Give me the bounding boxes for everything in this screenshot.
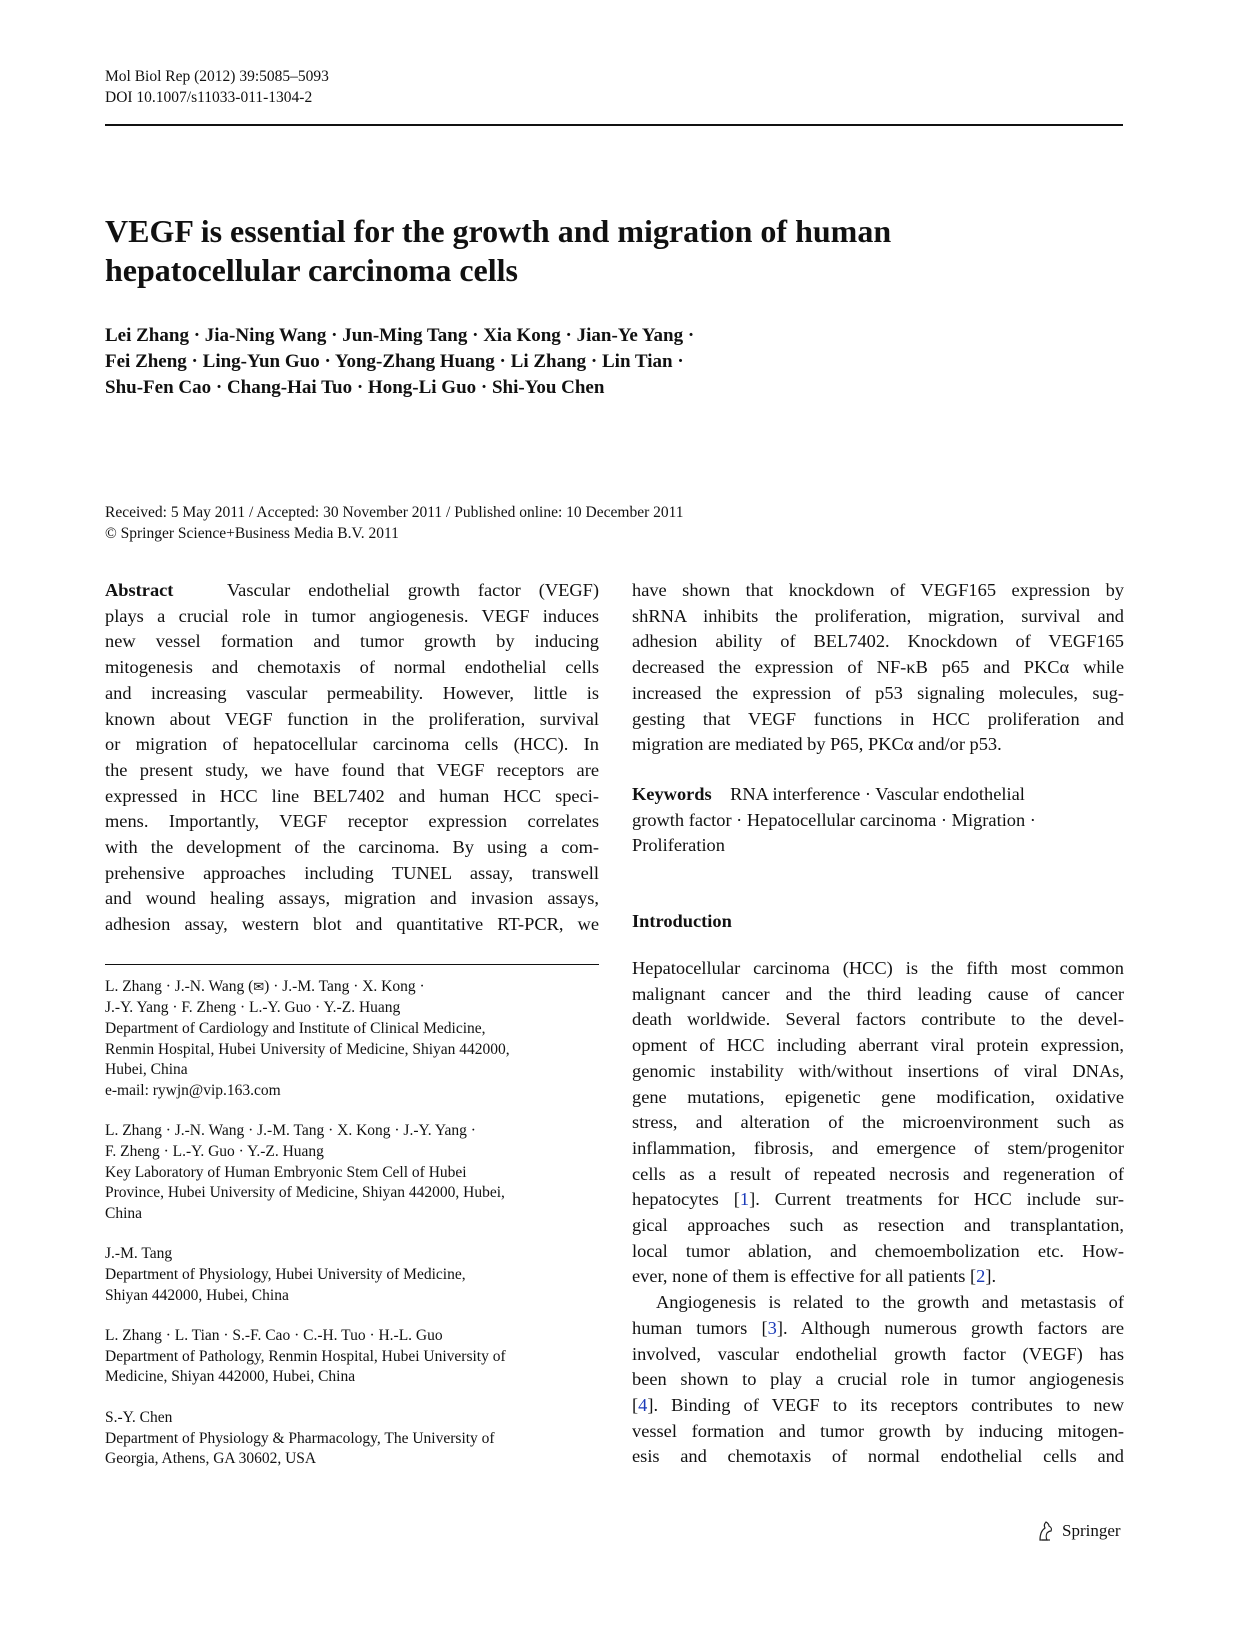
abstract-line: have shown that knockdown of VEGF165 expression by bbox=[632, 580, 1124, 600]
affiliation-line: F. Zheng · L.-Y. Guo · Y.-Z. Huang bbox=[105, 1143, 324, 1160]
citation-link[interactable]: 2 bbox=[976, 1266, 986, 1287]
intro-line: cells as a result of repeated necrosis and regeneration of bbox=[632, 1163, 1124, 1184]
keywords-text: RNA interference · Vascular endothelial bbox=[730, 783, 1025, 804]
article-title bbox=[105, 212, 1105, 290]
abstract-continued bbox=[632, 578, 1124, 758]
affiliation-line: Department of Physiology, Hubei University of Medicine, bbox=[105, 1265, 466, 1283]
header-rule bbox=[105, 124, 1123, 126]
intro-line: malignant cancer and the third leading cause of cancer bbox=[632, 983, 1124, 1004]
intro-line: been shown to play a crucial role in tumor angiogenesis bbox=[632, 1369, 1124, 1390]
abstract-line bbox=[105, 578, 599, 604]
intro-text: human tumors [ bbox=[632, 1317, 768, 1338]
keywords-line: growth factor · Hepatocellular carcinoma · Migration · bbox=[632, 809, 1036, 830]
abstract-line: shRNA inhibits the proliferation, migration, survival and bbox=[632, 605, 1124, 626]
abstract-line: expressed in HCC line BEL7402 and human HCC speci- bbox=[105, 785, 599, 806]
abstract-line: new vessel formation and tumor growth by inducing bbox=[105, 631, 599, 652]
intro-line: opment of HCC including aberrant viral protein expression, bbox=[632, 1035, 1124, 1056]
affiliation-block bbox=[105, 1408, 599, 1470]
affiliation-block bbox=[105, 1244, 599, 1306]
affiliation-line: J.-M. Tang bbox=[105, 1245, 173, 1263]
affiliation-authors bbox=[105, 977, 599, 999]
affiliation-text: ) · J.-M. Tang · X. Kong · bbox=[264, 977, 425, 995]
intro-line: vessel formation and tumor growth by inducing mitogen- bbox=[632, 1420, 1124, 1441]
affiliation-line: J.-Y. Yang · F. Zheng · L.-Y. Guo · Y.-Z. Huang bbox=[105, 999, 401, 1017]
intro-line: death worldwide. Several factors contribute to the devel- bbox=[632, 1009, 1124, 1030]
abstract-line: gesting that VEGF functions in HCC proliferation and bbox=[632, 708, 1124, 729]
journal-header bbox=[105, 66, 329, 108]
abstract-label: Abstract bbox=[105, 580, 174, 600]
author-line: Lei Zhang · Jia-Ning Wang · Jun-Ming Tang · Xia Kong · Jian-Ye Yang · bbox=[105, 325, 695, 346]
doi: DOI 10.1007/s11033-011-1304-2 bbox=[105, 89, 313, 106]
intro-line: gene mutations, epigenetic gene modification, oxidative bbox=[632, 1086, 1124, 1107]
dates-line: Received: 5 May 2011 / Accepted: 30 November 2011 / Published online: 10 December 2011 bbox=[105, 504, 684, 521]
affiliation-line: Medicine, Shiyan 442000, Hubei, China bbox=[105, 1368, 356, 1386]
abstract-line: mitogenesis and chemotaxis of normal endothelial cells bbox=[105, 657, 599, 678]
abstract bbox=[105, 578, 599, 938]
publisher-logo bbox=[1036, 1520, 1121, 1542]
copyright-line: © Springer Science+Business Media B.V. 2011 bbox=[105, 525, 399, 542]
abstract-line: plays a crucial role in tumor angiogenesis. VEGF induces bbox=[105, 605, 599, 626]
abstract-line: increased the expression of p53 signaling molecules, sug- bbox=[632, 682, 1124, 703]
citation-link[interactable]: 1 bbox=[739, 1189, 750, 1210]
affiliation-line: L. Zhang · J.-N. Wang · J.-M. Tang · X. Kong · J.-Y. Yang · bbox=[105, 1122, 476, 1140]
affiliation-line: China bbox=[105, 1204, 143, 1222]
abstract-line: and wound healing assays, migration and invasion assays, bbox=[105, 888, 599, 909]
abstract-line: adhesion ability of BEL7402. Knockdown of VEGF165 bbox=[632, 631, 1124, 652]
citation-link[interactable]: 4 bbox=[638, 1394, 648, 1415]
abstract-line: mens. Importantly, VEGF receptor expression correlates bbox=[105, 811, 599, 832]
intro-text: [ bbox=[632, 1394, 639, 1415]
affiliation-line: Renmin Hospital, Hubei University of Medicine, Shiyan 442000, bbox=[105, 1040, 510, 1058]
author-line: Shu-Fen Cao · Chang-Hai Tuo · Hong-Li Guo · Shi-You Chen bbox=[105, 377, 605, 398]
intro-line: esis and chemotaxis of normal endothelial cells and bbox=[632, 1446, 1124, 1467]
intro-line: Hepatocellular carcinoma (HCC) is the fifth most common bbox=[632, 958, 1124, 979]
affiliation-block bbox=[105, 1121, 599, 1224]
abstract-line: known about VEGF function in the proliferation, survival bbox=[105, 708, 599, 729]
envelope-icon[interactable]: ✉ bbox=[253, 979, 265, 995]
intro-line bbox=[632, 1264, 1124, 1290]
springer-horse-icon bbox=[1036, 1520, 1056, 1542]
affiliation-text: L. Zhang · J.-N. Wang ( bbox=[105, 977, 254, 995]
intro-line bbox=[632, 1316, 1124, 1342]
abstract-line: decreased the expression of NF-κB p65 and PKCα while bbox=[632, 657, 1124, 678]
affiliation-line: Department of Cardiology and Institute of Clinical Medicine, bbox=[105, 1020, 486, 1038]
journal-citation: Mol Biol Rep (2012) 39:5085–5093 bbox=[105, 68, 329, 85]
intro-line: involved, vascular endothelial growth factor (VEGF) has bbox=[632, 1343, 1124, 1364]
intro-line bbox=[632, 1187, 1124, 1213]
left-column bbox=[105, 578, 599, 1490]
affiliation-line: Department of Pathology, Renmin Hospital, Hubei University of bbox=[105, 1347, 506, 1365]
keywords-line bbox=[632, 782, 1124, 808]
affiliation-line: Key Laboratory of Human Embryonic Stem Cell of Hubei bbox=[105, 1163, 467, 1181]
intro-text: ]. Although numerous growth factors are bbox=[776, 1317, 1124, 1338]
affiliation-rule bbox=[105, 964, 599, 965]
affiliations bbox=[105, 977, 599, 1470]
introduction-heading: Introduction bbox=[632, 911, 732, 932]
abstract-first-line: Vascular endothelial growth factor (VEGF) bbox=[226, 580, 599, 600]
author-list bbox=[105, 323, 1005, 401]
affiliation-line: Hubei, China bbox=[105, 1061, 188, 1079]
intro-line: genomic instability with/without insertions of viral DNAs, bbox=[632, 1060, 1124, 1081]
keywords-line: Proliferation bbox=[632, 835, 725, 856]
abstract-line: with the development of the carcinoma. By using a com- bbox=[105, 837, 599, 858]
introduction-paragraph bbox=[632, 956, 1124, 1290]
intro-line: gical approaches such as resection and transplantation, bbox=[632, 1215, 1124, 1236]
affiliation-line: S.-Y. Chen bbox=[105, 1408, 173, 1426]
abstract-line: adhesion assay, western blot and quantitative RT-PCR, we bbox=[105, 914, 599, 935]
affiliation-line: Georgia, Athens, GA 30602, USA bbox=[105, 1450, 317, 1468]
title-line: hepatocellular carcinoma cells bbox=[105, 252, 518, 288]
citation-link[interactable]: 3 bbox=[767, 1317, 777, 1338]
intro-text: ever, none of them is effective for all patients [ bbox=[632, 1266, 977, 1287]
email-link[interactable]: e-mail: rywjn@vip.163.com bbox=[105, 1081, 281, 1099]
intro-line bbox=[632, 1290, 1124, 1316]
intro-line bbox=[632, 1393, 1124, 1419]
intro-text: ]. Binding of VEGF to its receptors contributes to new bbox=[647, 1394, 1124, 1415]
intro-text: Angiogenesis is related to the growth and metastasis of bbox=[656, 1292, 1124, 1313]
intro-text: hepatocytes [ bbox=[632, 1189, 740, 1210]
introduction-paragraph bbox=[632, 1290, 1124, 1470]
title-line: VEGF is essential for the growth and migration of human bbox=[105, 213, 892, 249]
intro-text: ]. bbox=[985, 1266, 997, 1287]
abstract-line: or migration of hepatocellular carcinoma cells (HCC). In bbox=[105, 734, 599, 755]
affiliation-line: L. Zhang · L. Tian · S.-F. Cao · C.-H. Tuo · H.-L. Guo bbox=[105, 1327, 443, 1345]
abstract-line: the present study, we have found that VEGF receptors are bbox=[105, 759, 599, 780]
right-column bbox=[632, 578, 1124, 1470]
publication-dates bbox=[105, 502, 684, 544]
abstract-line: prehensive approaches including TUNEL assay, transwell bbox=[105, 862, 599, 883]
affiliation-line: Shiyan 442000, Hubei, China bbox=[105, 1286, 289, 1304]
intro-line: inflammation, fibrosis, and emergence of stem/progenitor bbox=[632, 1137, 1124, 1158]
keywords-label: Keywords bbox=[632, 783, 712, 804]
intro-text: ]. Current treatments for HCC include sur- bbox=[749, 1189, 1124, 1210]
affiliation-block bbox=[105, 977, 599, 1102]
publisher-name: Springer bbox=[1062, 1521, 1121, 1540]
keywords bbox=[632, 782, 1124, 859]
intro-line: stress, and alteration of the microenvironment such as bbox=[632, 1112, 1124, 1133]
intro-line: local tumor ablation, and chemoembolization etc. How- bbox=[632, 1240, 1124, 1261]
affiliation-line: Province, Hubei University of Medicine, Shiyan 442000, Hubei, bbox=[105, 1184, 505, 1202]
affiliation-line: Department of Physiology & Pharmacology, The University of bbox=[105, 1429, 495, 1447]
affiliation-block bbox=[105, 1326, 599, 1388]
abstract-line: and increasing vascular permeability. However, little is bbox=[105, 682, 599, 703]
abstract-line: migration are mediated by P65, PKCα and/or p53. bbox=[632, 734, 1002, 755]
author-line: Fei Zheng · Ling-Yun Guo · Yong-Zhang Huang · Li Zhang · Lin Tian · bbox=[105, 351, 684, 372]
